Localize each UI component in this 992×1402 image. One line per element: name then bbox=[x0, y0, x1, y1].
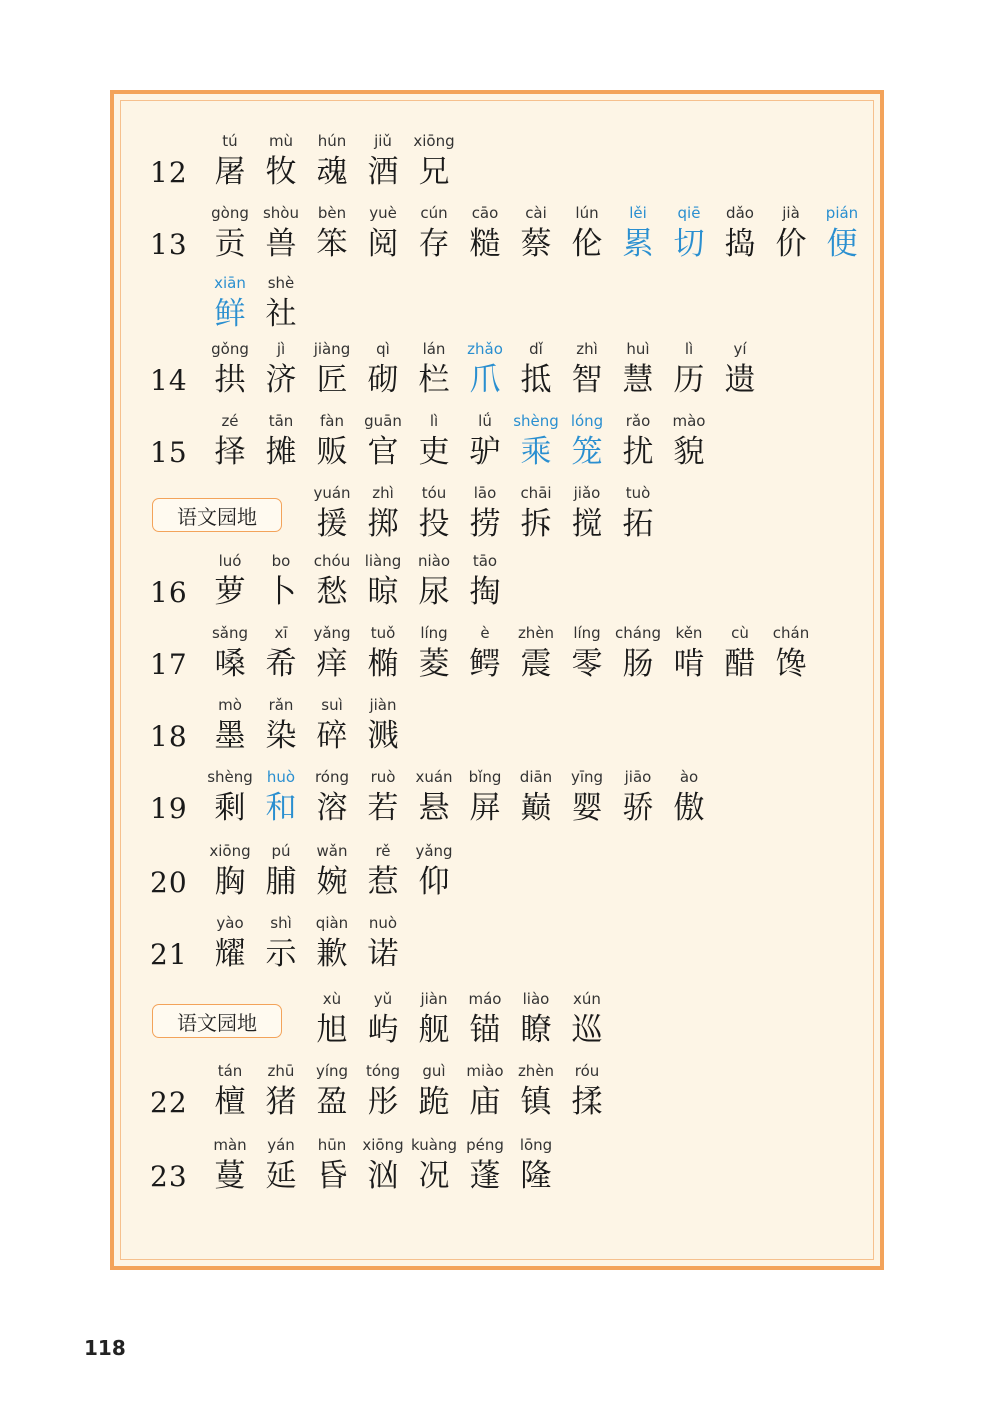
pinyin: bo bbox=[271, 552, 291, 570]
hanzi: 巡 bbox=[571, 1012, 603, 1048]
pinyin: jiàn bbox=[420, 990, 448, 1008]
hanzi: 兄 bbox=[418, 154, 450, 190]
pinyin: shòu bbox=[262, 204, 299, 222]
hanzi: 智 bbox=[571, 362, 603, 398]
lesson-number: 20 bbox=[150, 866, 188, 899]
pinyin: cháng bbox=[615, 624, 661, 642]
pinyin: è bbox=[480, 624, 490, 642]
hanzi: 抵 bbox=[520, 362, 552, 398]
pinyin: hún bbox=[317, 132, 347, 150]
pinyin: yīng bbox=[570, 768, 604, 786]
pinyin: xiōng bbox=[209, 842, 251, 860]
hanzi: 仰 bbox=[418, 864, 450, 900]
pinyin: mào bbox=[672, 412, 706, 430]
hanzi: 魂 bbox=[316, 154, 348, 190]
pinyin: yíng bbox=[315, 1062, 349, 1080]
hanzi: 蓬 bbox=[469, 1158, 501, 1194]
hanzi: 乘 bbox=[520, 434, 552, 470]
hanzi: 切 bbox=[673, 226, 705, 262]
hanzi: 骄 bbox=[622, 790, 654, 826]
hanzi: 悬 bbox=[418, 790, 450, 826]
pinyin: lán bbox=[422, 340, 446, 358]
pinyin: luó bbox=[218, 552, 242, 570]
hanzi: 牧 bbox=[265, 154, 297, 190]
hanzi: 胸 bbox=[214, 864, 246, 900]
pinyin: ào bbox=[679, 768, 699, 786]
hanzi: 汹 bbox=[367, 1158, 399, 1194]
pinyin: dǎo bbox=[726, 204, 754, 222]
pinyin: yí bbox=[733, 340, 747, 358]
character-cell bbox=[408, 842, 460, 904]
hanzi: 贩 bbox=[316, 434, 348, 470]
hanzi: 吏 bbox=[418, 434, 450, 470]
character-cell bbox=[459, 552, 511, 614]
hanzi: 匠 bbox=[316, 362, 348, 398]
pinyin: lì bbox=[429, 412, 439, 430]
hanzi: 拆 bbox=[520, 506, 552, 542]
pinyin: wǎn bbox=[316, 842, 348, 860]
hanzi: 歉 bbox=[316, 936, 348, 972]
hanzi: 锚 bbox=[469, 1012, 501, 1048]
pinyin: lāo bbox=[473, 484, 497, 502]
hanzi: 屏 bbox=[469, 790, 501, 826]
hanzi: 砌 bbox=[367, 362, 399, 398]
hanzi: 价 bbox=[775, 226, 807, 262]
character-cell bbox=[357, 914, 409, 976]
lesson-number: 15 bbox=[150, 436, 188, 469]
hanzi: 脯 bbox=[265, 864, 297, 900]
pinyin: líng bbox=[420, 624, 448, 642]
pinyin: tú bbox=[222, 132, 238, 150]
character-cell bbox=[255, 274, 307, 336]
hanzi: 馋 bbox=[775, 646, 807, 682]
hanzi: 尿 bbox=[418, 574, 450, 610]
hanzi: 栏 bbox=[418, 362, 450, 398]
hanzi: 笼 bbox=[571, 434, 603, 470]
pinyin: guān bbox=[364, 412, 402, 430]
hanzi: 婴 bbox=[571, 790, 603, 826]
pinyin: yǎng bbox=[313, 624, 351, 642]
character-cell bbox=[765, 624, 817, 686]
pinyin: cún bbox=[420, 204, 448, 222]
pinyin: nuò bbox=[368, 914, 398, 932]
pinyin: xuán bbox=[415, 768, 453, 786]
hanzi: 和 bbox=[265, 790, 297, 826]
character-cell bbox=[612, 484, 664, 546]
lesson-number: 22 bbox=[150, 1086, 188, 1119]
pinyin: tāo bbox=[472, 552, 498, 570]
hanzi: 若 bbox=[367, 790, 399, 826]
hanzi: 椭 bbox=[367, 646, 399, 682]
hanzi: 慧 bbox=[622, 362, 654, 398]
hanzi: 驴 bbox=[469, 434, 501, 470]
pinyin: diān bbox=[519, 768, 553, 786]
section-badge: 语文园地 bbox=[152, 498, 282, 532]
pinyin: pián bbox=[825, 204, 859, 222]
hanzi: 瞭 bbox=[520, 1012, 552, 1048]
pinyin: suì bbox=[321, 696, 343, 714]
pinyin: zhǎo bbox=[467, 340, 503, 358]
pinyin: pú bbox=[271, 842, 291, 860]
hanzi: 墨 bbox=[214, 718, 246, 754]
hanzi: 掷 bbox=[367, 506, 399, 542]
pinyin: shì bbox=[270, 914, 292, 932]
pinyin: zhū bbox=[267, 1062, 295, 1080]
pinyin: lěi bbox=[629, 204, 647, 222]
hanzi: 掏 bbox=[469, 574, 501, 610]
pinyin: róng bbox=[314, 768, 350, 786]
pinyin: xù bbox=[322, 990, 342, 1008]
pinyin: xiān bbox=[214, 274, 246, 292]
pinyin: qiē bbox=[677, 204, 701, 222]
pinyin: lóng bbox=[570, 412, 604, 430]
pinyin: gòng bbox=[211, 204, 249, 222]
hanzi: 援 bbox=[316, 506, 348, 542]
pinyin: tuǒ bbox=[370, 624, 396, 642]
hanzi: 剩 bbox=[214, 790, 246, 826]
pinyin: lì bbox=[684, 340, 694, 358]
pinyin: jiǎo bbox=[573, 484, 601, 502]
pinyin: péng bbox=[466, 1136, 504, 1154]
character-cell bbox=[663, 412, 715, 474]
hanzi: 历 bbox=[673, 362, 705, 398]
pinyin: tóng bbox=[365, 1062, 401, 1080]
pinyin: lún bbox=[575, 204, 599, 222]
hanzi: 遗 bbox=[724, 362, 756, 398]
pinyin: lōng bbox=[519, 1136, 553, 1154]
pinyin: cài bbox=[525, 204, 547, 222]
pinyin: cù bbox=[731, 624, 749, 642]
lesson-number: 13 bbox=[150, 228, 188, 261]
hanzi: 笨 bbox=[316, 226, 348, 262]
hanzi: 庙 bbox=[469, 1084, 501, 1120]
pinyin: shèng bbox=[513, 412, 559, 430]
hanzi: 便 bbox=[826, 226, 858, 262]
hanzi: 染 bbox=[265, 718, 297, 754]
character-cell bbox=[663, 768, 715, 830]
pinyin: zhèn bbox=[517, 1062, 555, 1080]
pinyin: gǒng bbox=[211, 340, 249, 358]
lesson-number: 19 bbox=[150, 792, 188, 825]
pinyin: guì bbox=[422, 1062, 446, 1080]
hanzi: 希 bbox=[265, 646, 297, 682]
pinyin: sǎng bbox=[211, 624, 249, 642]
pinyin: rǎn bbox=[268, 696, 294, 714]
lesson-number: 17 bbox=[150, 648, 188, 681]
pinyin: lǘ bbox=[478, 412, 492, 430]
pinyin: yào bbox=[216, 914, 244, 932]
pinyin: hūn bbox=[317, 1136, 347, 1154]
pinyin: chāi bbox=[520, 484, 552, 502]
hanzi: 痒 bbox=[316, 646, 348, 682]
hanzi: 萝 bbox=[214, 574, 246, 610]
pinyin: jiàng bbox=[313, 340, 351, 358]
pinyin: kuàng bbox=[411, 1136, 457, 1154]
pinyin: cāo bbox=[471, 204, 499, 222]
pinyin: zhì bbox=[372, 484, 394, 502]
pinyin: bèn bbox=[317, 204, 347, 222]
hanzi: 延 bbox=[265, 1158, 297, 1194]
hanzi: 摊 bbox=[265, 434, 297, 470]
hanzi: 耀 bbox=[214, 936, 246, 972]
pinyin: bǐng bbox=[468, 768, 502, 786]
pinyin: zé bbox=[221, 412, 239, 430]
pinyin: chóu bbox=[313, 552, 351, 570]
pinyin: jiāo bbox=[624, 768, 652, 786]
hanzi: 捣 bbox=[724, 226, 756, 262]
hanzi: 累 bbox=[622, 226, 654, 262]
hanzi: 揉 bbox=[571, 1084, 603, 1120]
hanzi: 拱 bbox=[214, 362, 246, 398]
pinyin: huò bbox=[266, 768, 296, 786]
pinyin: zhì bbox=[576, 340, 598, 358]
character-cell bbox=[510, 1136, 562, 1198]
pinyin: tān bbox=[268, 412, 294, 430]
pinyin: qì bbox=[376, 340, 390, 358]
lesson-number: 16 bbox=[150, 576, 188, 609]
hanzi: 镇 bbox=[520, 1084, 552, 1120]
character-cell bbox=[816, 204, 868, 266]
hanzi: 糙 bbox=[469, 226, 501, 262]
character-list-panel bbox=[110, 90, 884, 1270]
pinyin: máo bbox=[468, 990, 502, 1008]
hanzi: 屠 bbox=[214, 154, 246, 190]
hanzi: 檀 bbox=[214, 1084, 246, 1120]
hanzi: 伦 bbox=[571, 226, 603, 262]
hanzi: 爪 bbox=[469, 362, 501, 398]
pinyin: xiōng bbox=[413, 132, 455, 150]
lesson-number: 14 bbox=[150, 364, 188, 397]
hanzi: 拓 bbox=[622, 506, 654, 542]
pinyin: qiàn bbox=[315, 914, 349, 932]
pinyin: jiǔ bbox=[374, 132, 392, 150]
pinyin: tóu bbox=[421, 484, 447, 502]
hanzi: 醋 bbox=[724, 646, 756, 682]
page-number: 118 bbox=[84, 1336, 126, 1360]
hanzi: 震 bbox=[520, 646, 552, 682]
pinyin: rě bbox=[375, 842, 391, 860]
pinyin: jiàn bbox=[369, 696, 397, 714]
character-cell bbox=[714, 340, 766, 402]
hanzi: 巅 bbox=[520, 790, 552, 826]
hanzi: 晾 bbox=[367, 574, 399, 610]
character-cell bbox=[357, 696, 409, 758]
pinyin: fàn bbox=[320, 412, 344, 430]
pinyin: màn bbox=[213, 1136, 247, 1154]
hanzi: 旭 bbox=[316, 1012, 348, 1048]
pinyin: niào bbox=[417, 552, 451, 570]
pinyin: jià bbox=[782, 204, 800, 222]
hanzi: 况 bbox=[418, 1158, 450, 1194]
pinyin: yán bbox=[267, 1136, 295, 1154]
hanzi: 菱 bbox=[418, 646, 450, 682]
pinyin: huì bbox=[626, 340, 650, 358]
hanzi: 鳄 bbox=[469, 646, 501, 682]
pinyin: mò bbox=[218, 696, 242, 714]
pinyin: yuè bbox=[369, 204, 397, 222]
hanzi: 啃 bbox=[673, 646, 705, 682]
hanzi: 阅 bbox=[367, 226, 399, 262]
pinyin: shè bbox=[267, 274, 295, 292]
hanzi: 零 bbox=[571, 646, 603, 682]
hanzi: 舰 bbox=[418, 1012, 450, 1048]
hanzi: 官 bbox=[367, 434, 399, 470]
pinyin: xiōng bbox=[362, 1136, 404, 1154]
hanzi: 搅 bbox=[571, 506, 603, 542]
pinyin: yuán bbox=[313, 484, 351, 502]
section-badge: 语文园地 bbox=[152, 1004, 282, 1038]
hanzi: 卜 bbox=[265, 574, 297, 610]
hanzi: 猪 bbox=[265, 1084, 297, 1120]
hanzi: 盈 bbox=[316, 1084, 348, 1120]
pinyin: róu bbox=[574, 1062, 600, 1080]
hanzi: 蔓 bbox=[214, 1158, 246, 1194]
pinyin: miào bbox=[466, 1062, 504, 1080]
hanzi: 投 bbox=[418, 506, 450, 542]
lesson-number: 23 bbox=[150, 1160, 188, 1193]
pinyin: chán bbox=[772, 624, 810, 642]
lesson-number: 12 bbox=[150, 156, 188, 189]
pinyin: yǔ bbox=[373, 990, 393, 1008]
pinyin: liàng bbox=[364, 552, 402, 570]
character-cell bbox=[561, 990, 613, 1052]
pinyin: tuò bbox=[625, 484, 651, 502]
hanzi: 蔡 bbox=[520, 226, 552, 262]
pinyin: xī bbox=[274, 624, 288, 642]
hanzi: 济 bbox=[265, 362, 297, 398]
hanzi: 酒 bbox=[367, 154, 399, 190]
hanzi: 贡 bbox=[214, 226, 246, 262]
pinyin: líng bbox=[573, 624, 601, 642]
hanzi: 惹 bbox=[367, 864, 399, 900]
pinyin: zhèn bbox=[517, 624, 555, 642]
hanzi: 跪 bbox=[418, 1084, 450, 1120]
hanzi: 溶 bbox=[316, 790, 348, 826]
hanzi: 隆 bbox=[520, 1158, 552, 1194]
pinyin: shèng bbox=[207, 768, 253, 786]
pinyin: jì bbox=[276, 340, 286, 358]
pinyin: liào bbox=[522, 990, 550, 1008]
hanzi: 彤 bbox=[367, 1084, 399, 1120]
hanzi: 择 bbox=[214, 434, 246, 470]
lesson-number: 18 bbox=[150, 720, 188, 753]
hanzi: 碎 bbox=[316, 718, 348, 754]
hanzi: 婉 bbox=[316, 864, 348, 900]
hanzi: 肠 bbox=[622, 646, 654, 682]
hanzi: 嗓 bbox=[214, 646, 246, 682]
pinyin: ruò bbox=[370, 768, 396, 786]
hanzi: 示 bbox=[265, 936, 297, 972]
hanzi: 存 bbox=[418, 226, 450, 262]
hanzi: 昏 bbox=[316, 1158, 348, 1194]
hanzi: 溅 bbox=[367, 718, 399, 754]
hanzi: 扰 bbox=[622, 434, 654, 470]
hanzi: 屿 bbox=[367, 1012, 399, 1048]
pinyin: tán bbox=[217, 1062, 243, 1080]
character-cell bbox=[561, 1062, 613, 1124]
pinyin: dǐ bbox=[529, 340, 543, 358]
hanzi: 兽 bbox=[265, 226, 297, 262]
hanzi: 捞 bbox=[469, 506, 501, 542]
hanzi: 鲜 bbox=[214, 296, 246, 332]
lesson-number: 21 bbox=[150, 938, 188, 971]
character-cell bbox=[408, 132, 460, 194]
pinyin: yǎng bbox=[415, 842, 453, 860]
pinyin: mù bbox=[268, 132, 294, 150]
hanzi: 貌 bbox=[673, 434, 705, 470]
hanzi: 诺 bbox=[367, 936, 399, 972]
pinyin: xún bbox=[573, 990, 601, 1008]
hanzi: 社 bbox=[265, 296, 297, 332]
hanzi: 愁 bbox=[316, 574, 348, 610]
pinyin: kěn bbox=[675, 624, 703, 642]
hanzi: 傲 bbox=[673, 790, 705, 826]
pinyin: rǎo bbox=[625, 412, 651, 430]
